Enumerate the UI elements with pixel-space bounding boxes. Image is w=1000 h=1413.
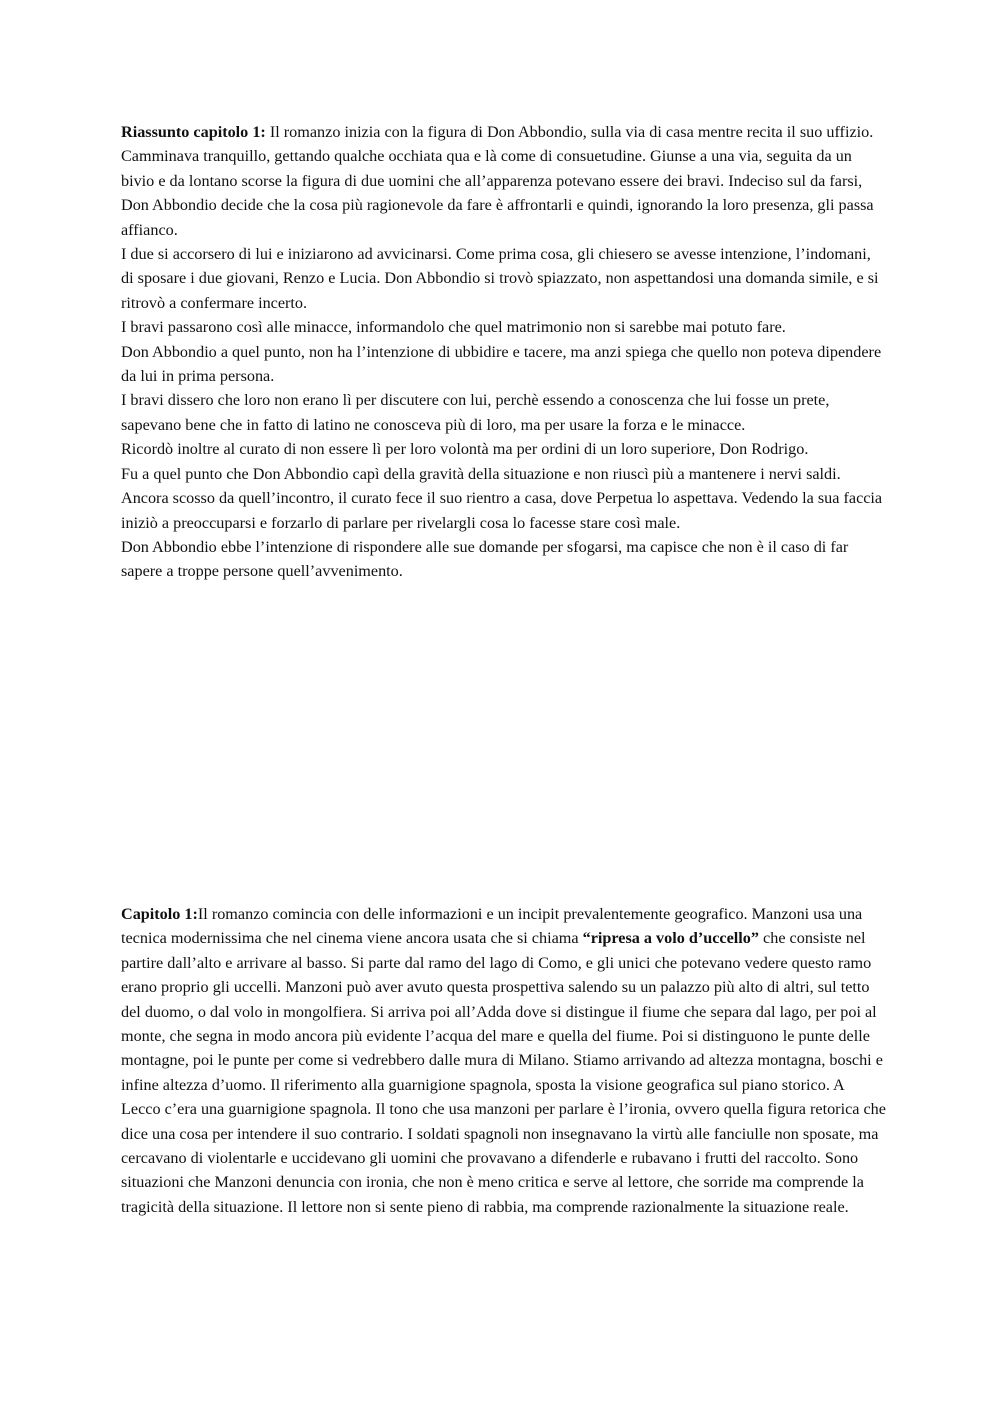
chapter-paragraph: [121, 902, 886, 1219]
summary-paragraph-9: Don Abbondio ebbe l’intenzione di rispondere alle sue domande per sfogarsi, ma capisce che non è il caso di far sapere a troppe persone quell’avvenimento.: [121, 537, 849, 581]
summary-text-1: Il romanzo inizia con la figura di Don Abbondio, sulla via di casa mentre recita il suo uffizio. Camminava tranquillo, gettando qualche occhiata qua e là come di consuetudine. Giunse a una via, seguita da un bivio e da lontano scorse la figura di due uomini che all’apparenza potevano essere dei bravi. Indeciso sul da farsi, Don Abbondio decide che la cosa più ragionevole da fare è affrontarli e quindi, ignorando la loro presenza, gli passa affianco.: [121, 123, 874, 239]
summary-paragraph-3: I bravi passarono così alle minacce, informandolo che quel matrimonio non si sarebbe mai potuto fare.: [121, 318, 786, 337]
chapter-text-a: Il romanzo comincia con delle informazioni e un incipit prevalentemente geografico. Manzoni usa una tecnica modernissima che nel cinema viene ancora usata che si chiama: [121, 905, 863, 948]
chapter-section: [121, 902, 886, 1219]
summary-paragraph-8: Ancora scosso da quell’incontro, il curato fece il suo rientro a casa, dove Perpetua lo aspettava. Vedendo la sua faccia iniziò a preoccuparsi e forzarlo di parlare per rivelargli cosa lo facesse stare così male.: [121, 489, 883, 532]
chapter-highlight: “ripresa a volo d’uccello”: [582, 929, 759, 948]
chapter-text-b: che consiste nel partire dall’alto e arrivare al basso. Si parte dal ramo del lago di Como, e gli unici che potevano vedere questo ramo erano proprio gli uccelli. Manzoni può aver avuto questa prospettiva salendo su un palazzo più alto di altri, sul tetto del duomo, o dal volo in mongolfiera. Si arriva poi all’Adda dove si distingue il fiume che separa dal lago, per poi al monte, che segna in modo ancora più evidente l’acqua del mare e quella del fiume. Poi si distinguono le punte delle montagne, poi le punte per come si vedrebbero dalle mura di Milano. Stiamo arrivando ad altezza montagna, boschi e infine altezza d’uomo. Il riferimento alla guarnigione spagnola, sposta la visione geografica sul piano storico. A Lecco c’era una guarnigione spagnola. Il tono che usa manzoni per parlare è l’ironia, ovvero quella figura retorica che dice una cosa per intendere il suo contrario. I soldati spagnoli non insegnavano la virtù alle fanciulle non sposate, ma cercavano di violentarle e uccidevano gli uomini che provavano a difenderle e rubavano i frutti del raccolto. Sono situazioni che Manzoni denuncia con ironia, che non è meno critica e serve al lettore, che sorride ma comprende la tragicità della situazione. Il lettore non si sente pieno di rabbia, ma comprende razionalmente la situazione reale.: [121, 929, 886, 1216]
summary-heading: Riassunto capitolo 1:: [121, 123, 266, 141]
summary-paragraph-1: [121, 120, 886, 242]
summary-paragraph-4: Don Abbondio a quel punto, non ha l’intenzione di ubbidire e tacere, ma anzi spiega che quello non poteva dipendere da lui in prima persona.: [121, 342, 882, 386]
summary-paragraph-5: I bravi dissero che loro non erano lì per discutere con lui, perchè essendo a conoscenza che lui fosse un prete, sapevano bene che in fatto di latino ne conosceva più di loro, ma per usare la forza e le minacce.: [121, 391, 830, 434]
summary-paragraph-2: I due si accorsero di lui e iniziarono ad avvicinarsi. Come prima cosa, gli chiesero se avesse intenzione, l’indomani, di sposare i due giovani, Renzo e Lucia. Don Abbondio si trovò spiazzato, non aspettandosi una domanda simile, e si ritrovò a confermare incerto.: [121, 245, 879, 312]
summary-paragraph-7: Fu a quel punto che Don Abbondio capì della gravità della situazione e non riuscì più a mantenere i nervi saldi.: [121, 464, 841, 483]
summary-paragraph-6: Ricordò inoltre al curato di non essere lì per loro volontà ma per ordini di un loro superiore, Don Rodrigo.: [121, 440, 809, 459]
chapter-heading: Capitolo 1:: [121, 905, 198, 923]
summary-section: [121, 120, 886, 584]
